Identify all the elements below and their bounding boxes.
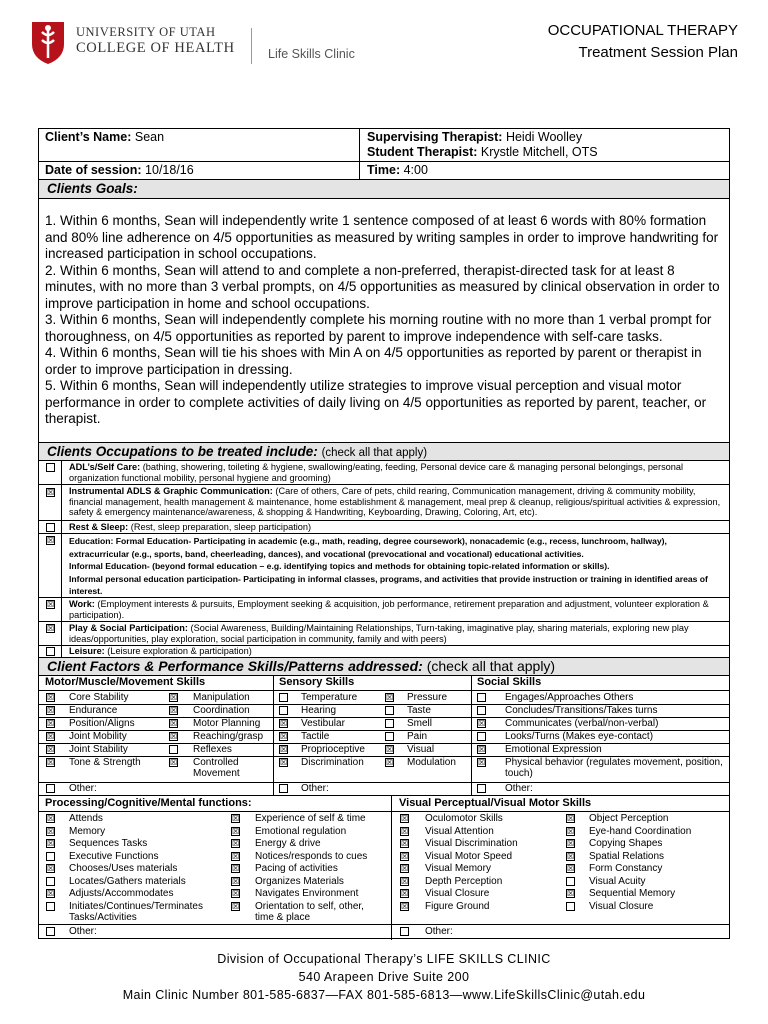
processing-checkbox[interactable]: ☒ xyxy=(401,876,409,886)
goal-item: 5. Within 6 months, Sean will independently utilize strategies to improve visual perception and visual motor performance in order to complete activities of daily living on 4/5 opportunities as reported by parent, teacher, or therapist. xyxy=(45,378,707,426)
motor-heading: Motor/Muscle/Movement Skills xyxy=(45,676,206,688)
page-footer xyxy=(0,950,768,1004)
title-line2: Treatment Session Plan xyxy=(578,44,738,61)
factor-checkbox[interactable] xyxy=(477,693,486,702)
processing-label: Adjusts/Accommodates xyxy=(69,888,174,899)
processing-checkbox[interactable]: ☒ xyxy=(232,839,240,848)
processing-checkbox[interactable]: ☒ xyxy=(232,889,240,898)
factor-label: Pressure xyxy=(407,692,448,703)
processing-checkbox[interactable]: ☒ xyxy=(401,814,409,823)
processing-label: Energy & drive xyxy=(255,838,321,849)
processing-label: Sequences Tasks xyxy=(69,838,148,849)
goals-heading: Clients Goals: xyxy=(47,181,138,196)
header-divider xyxy=(251,28,252,64)
processing-other-label: Other: xyxy=(69,926,97,937)
factor-checkbox[interactable] xyxy=(477,706,486,715)
sensory-other-label: Other: xyxy=(301,783,329,794)
occupation-description: (Leisure exploration & participation) xyxy=(104,646,252,656)
processing-label: Executive Functions xyxy=(69,850,159,862)
occupation-description: (Rest, sleep preparation, sleep participation) xyxy=(128,522,312,532)
factor-label: Proprioceptive xyxy=(301,744,365,755)
goal-item: 4. Within 6 months, Sean will tie his shoes with Min A on 4/5 opportunities as reported by parent or therapist in order to improve participation in dressing. xyxy=(45,345,702,377)
processing-checkbox[interactable]: ☒ xyxy=(401,826,409,836)
processing-label: Orientation to self, other, time & place xyxy=(255,900,364,923)
col-div xyxy=(391,796,392,940)
occupation-text xyxy=(69,623,725,644)
processing-checkbox[interactable] xyxy=(566,877,575,886)
factor-label: Joint Mobility xyxy=(69,731,127,742)
processing-checkbox[interactable]: ☒ xyxy=(232,851,240,861)
factor-label: Smell xyxy=(407,718,433,729)
date-label: Date of session: xyxy=(45,163,142,177)
processing-checkbox[interactable]: ☒ xyxy=(567,864,575,873)
factor-label: Reaching/grasp xyxy=(193,731,264,742)
time-value[interactable]: 4:00 xyxy=(403,163,428,177)
factor-checkbox[interactable]: ☒ xyxy=(170,732,178,741)
processing-label: Eye-hand Coordination xyxy=(589,825,692,837)
sensory-heading: Sensory Skills xyxy=(279,676,355,688)
sensory-other-checkbox[interactable] xyxy=(279,784,288,793)
factor-checkbox[interactable] xyxy=(279,706,288,715)
processing-checkbox[interactable]: ☒ xyxy=(47,826,55,836)
supervising-therapist-value[interactable]: Heidi Woolley xyxy=(505,130,583,144)
processing-label: Navigates Environment xyxy=(255,888,359,899)
factor-label: Discrimination xyxy=(301,757,364,768)
processing-table xyxy=(39,796,729,940)
work-checkbox[interactable]: ☒ xyxy=(47,600,55,609)
adl-checkbox[interactable] xyxy=(46,463,55,472)
processing-label: Emotional regulation xyxy=(255,825,347,837)
college-name: COLLEGE OF HEALTH xyxy=(76,40,235,56)
factor-label: Joint Stability xyxy=(69,744,128,755)
processing-checkbox[interactable]: ☒ xyxy=(47,864,55,873)
col-div xyxy=(273,676,274,796)
social-other-label: Other: xyxy=(505,783,533,794)
factor-label: Manipulation xyxy=(193,692,250,703)
factor-checkbox[interactable]: ☒ xyxy=(280,719,288,728)
factor-checkbox[interactable]: ☒ xyxy=(47,693,55,702)
play-checkbox[interactable]: ☒ xyxy=(47,624,55,633)
factor-label: Position/Aligns xyxy=(69,718,135,729)
university-name: UNIVERSITY OF UTAH xyxy=(76,25,216,39)
occupation-label: Play & Social Participation: xyxy=(69,623,188,633)
factor-checkbox[interactable]: ☒ xyxy=(280,745,288,754)
processing-checkbox[interactable]: ☒ xyxy=(232,814,240,823)
factor-label: Motor Planning xyxy=(193,718,261,729)
processing-label: Attends xyxy=(69,813,103,824)
factor-checkbox[interactable]: ☒ xyxy=(170,758,178,767)
factor-checkbox[interactable] xyxy=(169,745,178,754)
occupation-row-leisure xyxy=(39,646,729,658)
motor-other-label: Other: xyxy=(69,783,97,794)
client-name-value[interactable]: Sean xyxy=(134,130,165,144)
factor-checkbox[interactable]: ☒ xyxy=(47,732,55,741)
iadl-checkbox[interactable]: ☒ xyxy=(47,488,55,497)
processing-label: Figure Ground xyxy=(425,900,490,912)
factor-label: Tone & Strength xyxy=(69,757,141,768)
goals-heading-row xyxy=(39,180,729,199)
factor-checkbox[interactable] xyxy=(279,693,288,702)
processing-checkbox[interactable]: ☒ xyxy=(567,851,575,861)
factor-label: Hearing xyxy=(301,705,337,716)
processing-checkbox[interactable]: ☒ xyxy=(567,814,575,823)
footer-line1: Division of Occupational Therapy’s LIFE SKILLS CLINIC xyxy=(217,952,551,966)
factors-table xyxy=(39,676,729,796)
factor-checkbox[interactable] xyxy=(477,732,486,741)
processing-checkbox[interactable] xyxy=(566,902,575,911)
processing-label: Locates/Gathers materials xyxy=(69,875,186,887)
factor-label: Controlled Movement xyxy=(193,757,240,779)
processing-checkbox[interactable]: ☒ xyxy=(401,901,409,911)
factor-label: Physical behavior (regulates movement, position, touch) xyxy=(505,757,723,779)
occupation-label: ADL’s/Self Care: xyxy=(69,462,141,472)
factor-checkbox[interactable]: ☒ xyxy=(280,732,288,741)
processing-checkbox[interactable]: ☒ xyxy=(47,889,55,898)
occupation-description: (Care of others, Care of pets, child rearing, Communication management, driving & community mobility, financial management, health management & maintenance, home establishment & management, meal prep & cleanup, religious/spiritual activities & expression, safety & emergency maintenance/awareness, & shopping & Handwriting, Keyboarding, Drawing, Coloring, Art, etc). xyxy=(69,486,721,517)
client-name-label: Client’s Name: xyxy=(45,130,132,144)
processing-other-checkbox[interactable] xyxy=(46,927,55,936)
factors-heading xyxy=(47,658,555,674)
processing-checkbox[interactable]: ☒ xyxy=(401,839,409,848)
education-checkbox[interactable]: ☒ xyxy=(47,536,55,545)
occupation-text xyxy=(69,599,725,620)
processing-checkbox[interactable]: ☒ xyxy=(232,876,240,886)
processing-label: Organizes Materials xyxy=(255,875,344,887)
occupation-row-rest xyxy=(39,521,729,534)
social-heading: Social Skills xyxy=(477,676,542,688)
processing-checkbox[interactable] xyxy=(46,902,55,911)
processing-heading: Processing/Cognitive/Mental functions: xyxy=(45,797,252,809)
occupation-text xyxy=(69,462,725,483)
row-divider xyxy=(61,598,62,622)
processing-label: Visual Closure xyxy=(589,900,654,912)
footer-line2: 540 Arapeen Drive Suite 200 xyxy=(298,970,470,984)
factor-label: Looks/Turns (Makes eye-contact) xyxy=(505,731,654,742)
factor-checkbox[interactable]: ☒ xyxy=(47,719,55,728)
social-other-checkbox[interactable] xyxy=(477,784,486,793)
processing-label: Spatial Relations xyxy=(589,850,665,862)
factor-checkbox[interactable]: ☒ xyxy=(170,706,178,715)
factor-checkbox[interactable] xyxy=(385,719,394,728)
factor-label: Core Stability xyxy=(69,692,129,703)
time-field xyxy=(367,163,428,178)
processing-label: Oculomotor Skills xyxy=(425,813,503,824)
factor-checkbox[interactable]: ☒ xyxy=(170,719,178,728)
info-row-names xyxy=(39,129,729,162)
occupation-text xyxy=(69,646,725,657)
factors-heading-text: Client Factors & Performance Skills/Patterns addressed: xyxy=(47,658,423,674)
occupation-row-work xyxy=(39,598,729,622)
processing-label: Object Perception xyxy=(589,813,669,824)
processing-checkbox[interactable]: ☒ xyxy=(47,839,55,848)
factor-checkbox[interactable]: ☒ xyxy=(47,745,55,754)
factor-checkbox[interactable] xyxy=(385,706,394,715)
occupation-text xyxy=(69,522,725,533)
factor-label: Emotional Expression xyxy=(505,744,602,755)
processing-label: Depth Perception xyxy=(425,875,503,887)
factor-checkbox[interactable]: ☒ xyxy=(386,758,394,767)
processing-checkbox[interactable]: ☒ xyxy=(232,826,240,836)
occupation-row-iadl xyxy=(39,485,729,521)
university-logo xyxy=(28,18,68,66)
factor-checkbox[interactable] xyxy=(385,732,394,741)
factor-checkbox[interactable]: ☒ xyxy=(478,758,486,767)
processing-checkbox[interactable]: ☒ xyxy=(232,901,240,911)
processing-label: Notices/responds to cues xyxy=(255,850,368,862)
factors-heading-row xyxy=(39,658,729,676)
processing-checkbox[interactable]: ☒ xyxy=(401,864,409,873)
processing-label: Visual Closure xyxy=(425,888,490,899)
processing-label: Memory xyxy=(69,825,106,837)
processing-label: Copying Shapes xyxy=(589,838,663,849)
row-divider xyxy=(61,646,62,658)
occupation-label: Leisure: xyxy=(69,646,105,656)
processing-checkbox[interactable] xyxy=(46,877,55,886)
occupation-row-education xyxy=(39,534,729,598)
occupation-label: Work: xyxy=(69,599,95,609)
processing-label: Visual Discrimination xyxy=(425,838,518,849)
visual-heading: Visual Perceptual/Visual Motor Skills xyxy=(399,797,592,809)
row-divider xyxy=(61,461,62,485)
occupation-row-play xyxy=(39,622,729,646)
factor-label: Vestibular xyxy=(301,718,345,729)
factor-checkbox[interactable]: ☒ xyxy=(478,719,486,728)
client-name-field xyxy=(45,130,164,145)
student-therapist-value[interactable]: Krystle Mitchell, OTS xyxy=(480,145,598,159)
occupation-description: (Employment interests & pursuits, Employment seeking & acquisition, job performance, retirement preparation and adjustment, volunteer exploration & participation). xyxy=(69,599,709,620)
processing-label: Experience of self & time xyxy=(255,813,366,824)
supervising-therapist-label: Supervising Therapist: xyxy=(367,130,503,144)
factor-checkbox[interactable]: ☒ xyxy=(47,706,55,715)
processing-checkbox[interactable]: ☒ xyxy=(232,864,240,873)
processing-checkbox[interactable]: ☒ xyxy=(47,814,55,823)
date-field xyxy=(45,163,194,178)
goal-item: 3. Within 6 months, Sean will independently complete his morning routine with no more than 1 verbal prompt for thoroughness, on 4/5 opportunities as reported by parent to improve independence with self-care tasks. xyxy=(45,312,712,344)
factor-label: Engages/Approaches Others xyxy=(505,692,634,703)
occupation-description: (Social Awareness, Building/Maintaining Relationships, Turn-taking, imaginative play, sharing materials, exploring new play ideas/opportunities, play exploration, social participation in community, family and with peers) xyxy=(69,623,689,644)
document-title xyxy=(548,20,738,64)
factor-checkbox[interactable]: ☒ xyxy=(280,758,288,767)
column-divider xyxy=(359,129,360,162)
factor-label: Coordination xyxy=(193,705,250,716)
visual-other-checkbox[interactable] xyxy=(400,927,409,936)
title-line1: OCCUPATIONAL THERAPY xyxy=(547,22,738,39)
processing-label: Visual Memory xyxy=(425,863,491,874)
factor-checkbox[interactable]: ☒ xyxy=(478,745,486,754)
education-formal: Education: Formal Education- Participating in academic (e.g., math, reading, degree coursework), nonacademic (e.g., recess, lunchroom, hallway), extracurricular (e.g., sports, band, cheerleading, dances), and vocational (prevocational and vocational) educational activities. xyxy=(69,536,667,559)
occupations-heading-note: (check all that apply) xyxy=(321,447,428,459)
occupation-text xyxy=(69,486,725,518)
column-divider xyxy=(359,162,360,180)
rule xyxy=(39,690,729,691)
factor-label: Endurance xyxy=(69,705,118,716)
factor-label: Concludes/Transitions/Takes turns xyxy=(505,705,658,716)
row-divider xyxy=(61,485,62,521)
date-value[interactable]: 10/18/16 xyxy=(145,163,194,177)
row-divider xyxy=(61,622,62,646)
factor-checkbox[interactable]: ☒ xyxy=(170,693,178,702)
processing-checkbox[interactable]: ☒ xyxy=(567,889,575,898)
factors-heading-note: (check all that apply) xyxy=(426,658,556,674)
processing-label: Visual Acuity xyxy=(589,875,646,887)
rest-checkbox[interactable] xyxy=(46,523,55,532)
therapists-field xyxy=(367,130,598,160)
education-informal: Informal Education- (beyond formal education – e.g. identifying topics and methods for obtaining topic-related information or skills). xyxy=(69,561,610,571)
rule xyxy=(39,924,729,925)
education-informal-personal: Informal personal education participation- Participating in informal classes, programs, and activities that provide instruction or training in identified areas of interest. xyxy=(69,573,708,596)
processing-checkbox[interactable]: ☒ xyxy=(567,826,575,836)
processing-label: Visual Motor Speed xyxy=(425,850,513,862)
leisure-checkbox[interactable] xyxy=(46,647,55,656)
occupations-heading-text: Clients Occupations to be treated include: xyxy=(47,444,318,459)
page-header xyxy=(0,0,768,90)
occupation-text xyxy=(69,535,725,598)
processing-checkbox[interactable] xyxy=(46,852,55,861)
occupation-label: Rest & Sleep: xyxy=(69,522,129,532)
session-plan-form xyxy=(38,128,730,939)
goals-list xyxy=(39,199,729,443)
visual-other-label: Other: xyxy=(425,926,453,937)
info-row-date xyxy=(39,162,729,180)
factor-label: Taste xyxy=(407,705,431,716)
processing-checkbox[interactable]: ☒ xyxy=(401,889,409,898)
factor-label: Temperature xyxy=(301,692,358,703)
processing-label: Pacing of activities xyxy=(255,863,338,874)
processing-label: Initiates/Continues/Terminates Tasks/Activities xyxy=(69,900,203,923)
motor-other-checkbox[interactable] xyxy=(46,784,55,793)
occupation-row-adl xyxy=(39,461,729,485)
processing-checkbox[interactable]: ☒ xyxy=(401,851,409,861)
rule xyxy=(39,782,729,783)
processing-label: Visual Attention xyxy=(425,825,494,837)
occupations-heading xyxy=(47,444,427,459)
rule xyxy=(39,811,729,812)
processing-label: Chooses/Uses materials xyxy=(69,863,178,874)
student-therapist-label: Student Therapist: xyxy=(367,145,478,159)
factor-label: Modulation xyxy=(407,757,456,768)
processing-checkbox[interactable]: ☒ xyxy=(567,839,575,848)
factor-label: Reflexes xyxy=(193,744,232,755)
row-divider xyxy=(61,534,62,598)
factor-label: Visual xyxy=(407,744,435,755)
goal-item: 2. Within 6 months, Sean will attend to and complete a non-preferred, therapist-directed task for at least 8 minutes, with no more than 3 verbal prompts, on 4/5 opportunities as measured by clinical observation in order to improve participation in home and school occupations. xyxy=(45,262,720,311)
factor-checkbox[interactable]: ☒ xyxy=(386,693,394,702)
clinic-name: Life Skills Clinic xyxy=(268,47,355,61)
goal-item: 1. Within 6 months, Sean will independently write 1 sentence composed of at least 6 words with 80% formation and 80% line adherence on 4/5 opportunities as measured by writing samples in order to improve handwriting for increased participation in school occupations. xyxy=(45,213,719,261)
occupation-description: (bathing, showering, toileting & hygiene, swallowing/eating, feeding, Personal device care & managing personal belongings, personal organization functional mobility, personal hygiene and grooming) xyxy=(69,462,684,483)
factor-label: Communicates (verbal/non-verbal) xyxy=(505,718,659,729)
factor-checkbox[interactable]: ☒ xyxy=(47,758,55,767)
occupations-heading-row xyxy=(39,443,729,461)
factor-label: Pain xyxy=(407,731,428,742)
occupation-label: Instrumental ADLS & Graphic Communication: xyxy=(69,486,273,496)
factor-label: Tactile xyxy=(301,731,330,742)
row-divider xyxy=(61,521,62,534)
footer-line3: Main Clinic Number 801-585-6837—FAX 801-585-6813—www.LifeSkillsClinic@utah.edu xyxy=(122,988,646,1002)
time-label: Time: xyxy=(367,163,401,177)
factor-checkbox[interactable]: ☒ xyxy=(386,745,394,754)
processing-label: Sequential Memory xyxy=(589,888,676,899)
processing-label: Form Constancy xyxy=(589,863,663,874)
